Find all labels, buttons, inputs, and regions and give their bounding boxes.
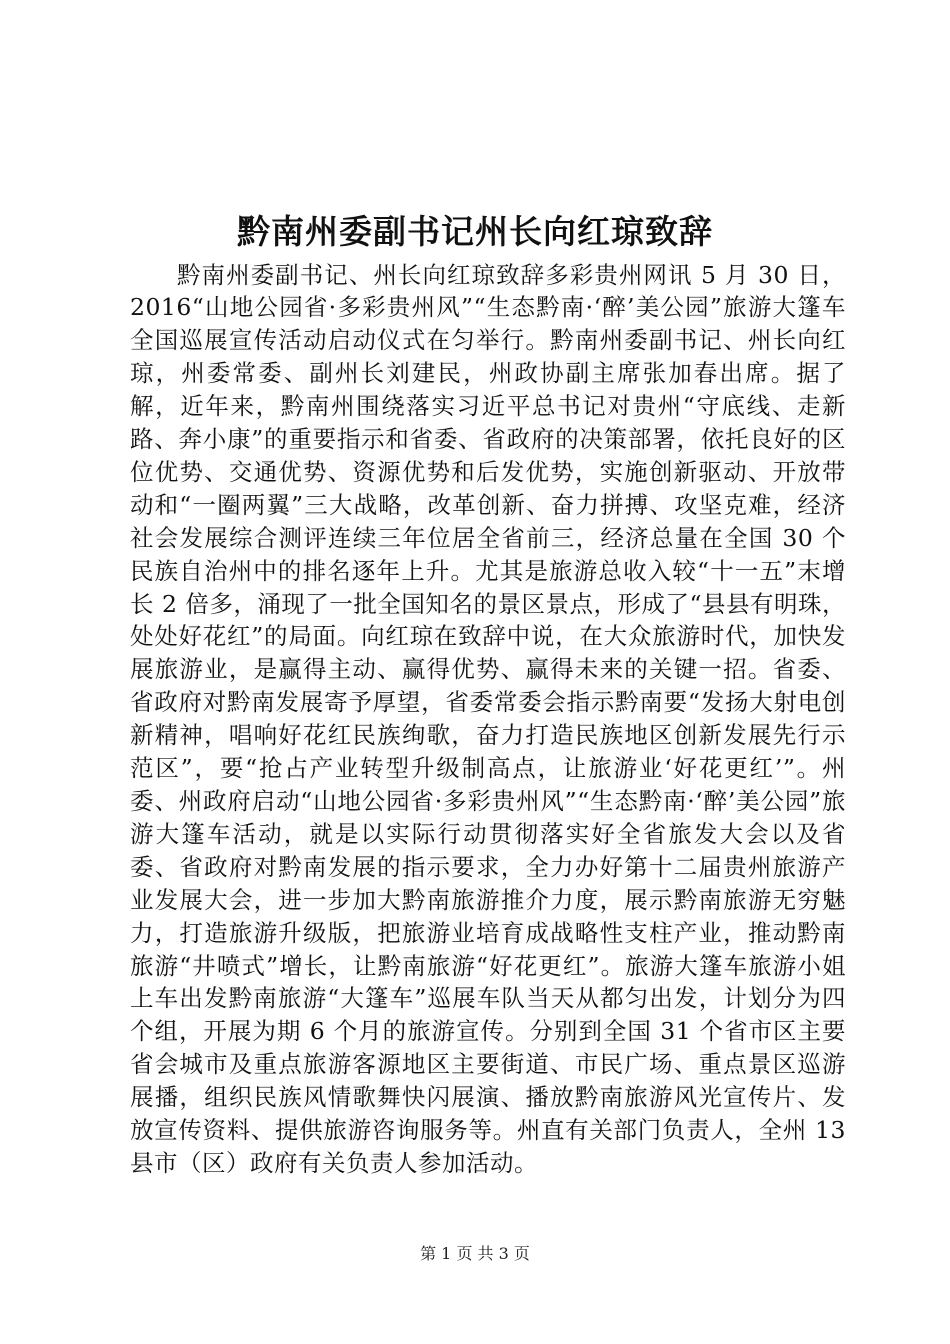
page-number: 第 1 页 共 3 页 [420,1244,530,1263]
document-body: 黔南州委副书记、州长向红琼致辞多彩贵州网讯 5 月 30 日，2016“山地公园省·多彩贵州风”“生态黔南·‘醉’美公园”旅游大篷车全国巡展宣传活动启动仪式在匀举行。黔南州委副书记、州长向红琼，州委常委、副州长刘建民，州政协副主席张加春出席。据了解，近年来，黔南州围绕落实习近平总书记对贵州“守底线、走新路、奔小康”的重要指示和省委、省政府的决策部署，依托良好的区位优势、交通优势、资源优势和后发优势，实施创新驱动、开放带动和“一圈两翼”三大战略，改革创新、奋力拼搏、攻坚克难，经济社会发展综合测评连续三年位居全省前三，经济总量在全国 30 个民族自治州中的排名逐年上升。尤其是旅游总收入较“十一五”末增长 2 倍多，涌现了一批全国知名的景区景点，形成了“县县有明珠，处处好花红”的局面。向红琼在致辞中说，在大众旅游时代，加快发展旅游业，是赢得主动、赢得优势、赢得未来的关键一招。省委、省政府对黔南发展寄予厚望，省委常委会指示黔南要“发扬大射电创新精神，唱响好花红民族绚歌，奋力打造民族地区创新发展先行示范区”，要“抢占产业转型升级制高点，让旅游业‘好花更红’”。州委、州政府启动“山地公园省·多彩贵州风”“生态黔南·‘醉’美公园”旅游大篷车活动，就是以实际行动贯彻落实好全省旅发大会以及省委、省政府对黔南发展的指示要求，全力办好第十二届贵州旅游产业发展大会，进一步加大黔南旅游推介力度，展示黔南旅游无穷魅力，打造旅游升级版，把旅游业培育成战略性支柱产业，推动黔南旅游“井喷式”增长，让黔南旅游“好花更红”。旅游大篷车旅游小姐上车出发黔南旅游“大篷车”巡展车队当天从都匀出发，计划分为四个组，开展为期 6 个月的旅游宣传。分别到全国 31 个省市区主要省会城市及重点旅游客源地区主要街道、市民广场、重点景区巡游展播，组织民族风情歌舞快闪展演、播放黔南旅游风光宣传片、发放宣传资料、提供旅游咨询服务等。州直有关部门负责人，全州 13 县市（区）政府有关负责人参加活动。 [130,260,846,1177]
document-title: 黔南州委副书记州长向红琼致辞 [237,212,713,252]
